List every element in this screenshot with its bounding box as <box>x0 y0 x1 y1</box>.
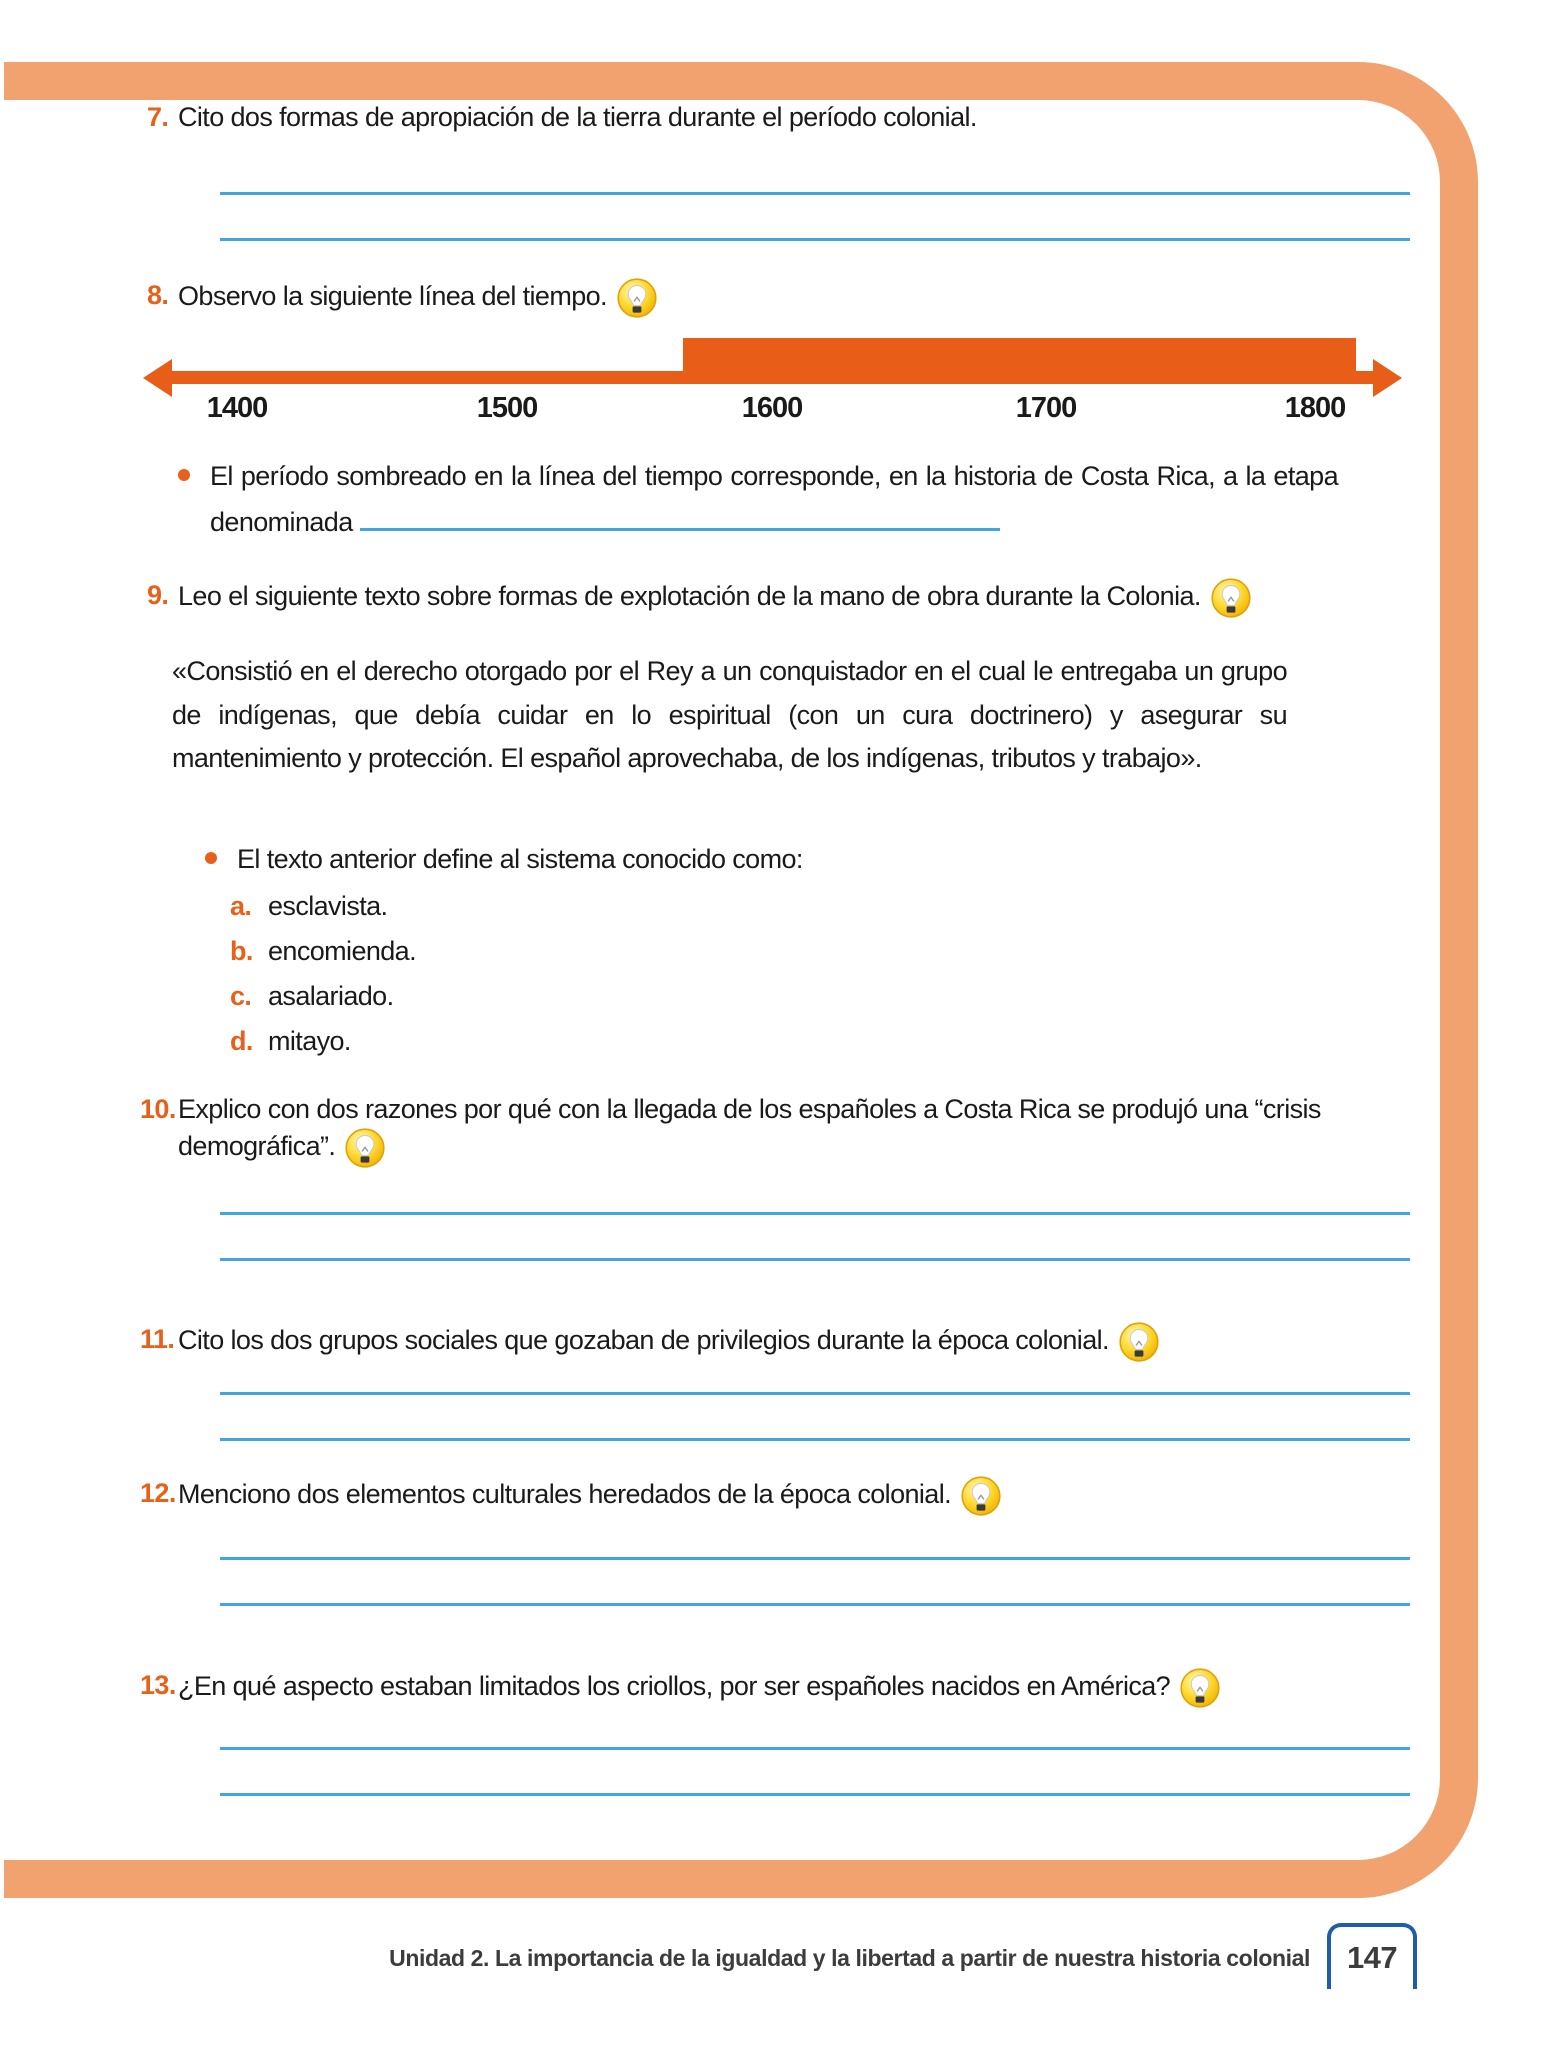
reading-quote: «Consistió en el derecho otorgado por el Rey a un conquistador en el cual le entregaba un grupo de indígenas, que debía cuidar en lo espiritual (con un cura doctrinero) y asegurar su mantenimiento y protección. El español aprovechaba, de los indígenas, tributos y trabajo». <box>172 656 1287 774</box>
timeline-tick-label: 1600 <box>741 392 803 424</box>
bullet-dot-icon <box>205 852 217 864</box>
question-text: Cito los dos grupos sociales que gozaban de privilegios durante la época colonial. <box>178 1325 1109 1355</box>
answer-line[interactable] <box>220 1395 1410 1441</box>
answer-line[interactable] <box>220 1170 1410 1215</box>
option-label: asalariado. <box>268 981 394 1011</box>
page-number-box <box>1327 1923 1417 1989</box>
answer-line[interactable] <box>220 1560 1410 1606</box>
question-text: Leo el siguiente texto sobre formas de explotación de la mano de obra durante la Colonia. <box>178 581 1201 611</box>
timeline-axis <box>170 371 1375 384</box>
timeline-tick-label: 1700 <box>1015 392 1077 424</box>
question-number: 10. <box>140 1094 176 1124</box>
multiple-choice-options <box>230 884 416 1064</box>
timeline-tick-label: 1800 <box>1284 392 1346 424</box>
question-10 <box>140 1092 1360 1168</box>
option-letter: a. <box>230 891 252 921</box>
option-a[interactable] <box>230 884 416 929</box>
option-b[interactable] <box>230 929 416 974</box>
question-7-answer-lines <box>220 150 1410 241</box>
option-letter: b. <box>230 936 253 966</box>
option-d[interactable] <box>230 1019 416 1064</box>
question-9 <box>140 578 1450 618</box>
question-13 <box>140 1668 1410 1708</box>
footer-unit-label: Unidad 2. La importancia de la igualdad y la libertad a partir de nuestra historia colonial <box>389 1945 1310 1971</box>
bullet-dot-icon <box>178 469 190 481</box>
answer-line[interactable] <box>220 1750 1410 1796</box>
option-label: encomienda. <box>268 936 417 966</box>
answer-line[interactable] <box>220 1350 1410 1395</box>
question-12-answer-lines <box>220 1515 1410 1606</box>
option-c[interactable] <box>230 974 416 1019</box>
answer-line[interactable] <box>220 1705 1410 1750</box>
timeline <box>140 330 1430 435</box>
question-12 <box>140 1476 1410 1516</box>
option-letter: d. <box>230 1026 253 1056</box>
question-number: 13. <box>140 1670 176 1700</box>
answer-blank-inline[interactable] <box>360 498 1000 531</box>
question-text: ¿En qué aspecto estaban limitados los criollos, por ser españoles nacidos en América? <box>178 1671 1171 1701</box>
answer-line[interactable] <box>220 1515 1410 1560</box>
option-label: esclavista. <box>268 891 388 921</box>
timeline-left-arrow-icon <box>143 359 172 397</box>
hint-lightbulb-icon <box>1211 578 1251 618</box>
timeline-tick-label: 1500 <box>476 392 538 424</box>
answer-line[interactable] <box>220 1215 1410 1261</box>
question-number: 8. <box>147 280 169 310</box>
question-text: Menciono dos elementos culturales heredados de la época colonial. <box>178 1479 952 1509</box>
question-8-bullet <box>178 455 1338 544</box>
answer-line[interactable] <box>220 195 1410 241</box>
hint-lightbulb-icon <box>345 1128 385 1168</box>
question-number: 7. <box>147 102 169 132</box>
question-number: 12. <box>140 1478 176 1508</box>
question-text: Cito dos formas de apropiación de la tierra durante el período colonial. <box>178 102 977 132</box>
question-number: 9. <box>147 580 169 610</box>
question-10-answer-lines <box>220 1170 1410 1261</box>
question-7 <box>140 100 1410 136</box>
page-number: 147 <box>1347 1940 1397 1975</box>
hint-lightbulb-icon <box>1180 1668 1220 1708</box>
option-label: mitayo. <box>268 1026 351 1056</box>
timeline-right-arrow-icon <box>1373 359 1402 397</box>
timeline-tick-label: 1400 <box>206 392 268 424</box>
question-text: Explico con dos razones por qué con la llegada de los españoles a Costa Rica se produjó una “crisis demográfica”. <box>178 1094 1321 1161</box>
hint-lightbulb-icon <box>961 1476 1001 1516</box>
bullet-text: El período sombreado en la línea del tiempo corresponde, en la historia de Costa Rica, a la etapa denominada <box>210 461 1338 538</box>
question-8 <box>140 278 1410 318</box>
question-11-answer-lines <box>220 1350 1410 1441</box>
question-text: Observo la siguiente línea del tiempo. <box>178 281 607 311</box>
question-number: 11. <box>140 1324 175 1354</box>
hint-lightbulb-icon <box>617 278 657 318</box>
question-13-answer-lines <box>220 1705 1410 1796</box>
bullet-text: El texto anterior define al sistema conocido como: <box>237 844 803 874</box>
answer-line[interactable] <box>220 150 1410 195</box>
option-letter: c. <box>230 981 252 1011</box>
question-9-bullet <box>205 838 1105 881</box>
